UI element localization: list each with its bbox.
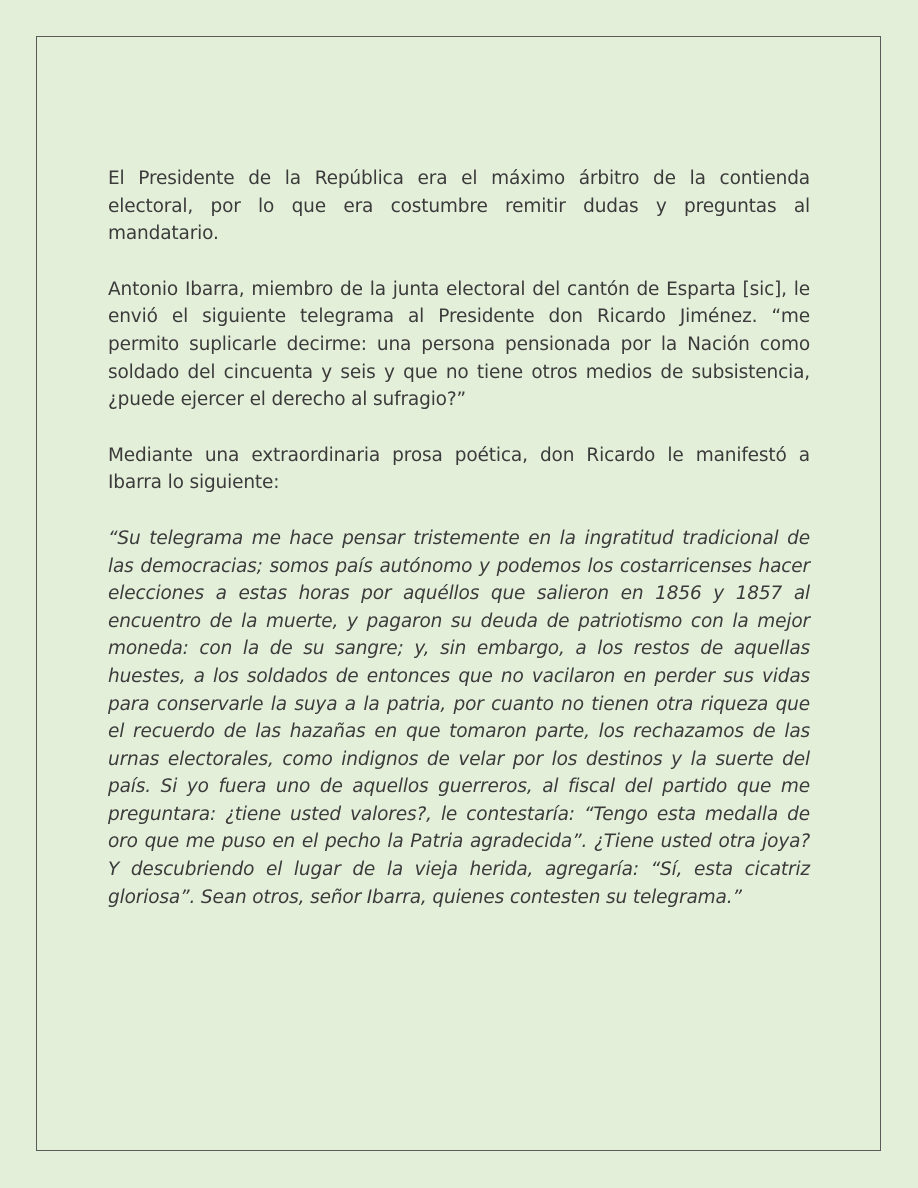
paragraph-ibarra-telegram: Antonio Ibarra, miembro de la junta electoral del cantón de Esparta [sic], le envió el siguiente telegrama al Presidente don Ricardo Jiménez. “me permito suplicarle decirme: una persona pensionada por la Nación como soldado del cincuenta y seis y que no tiene otros medios de subsistencia, ¿puede ejercer el derecho al sufragio?” bbox=[108, 278, 810, 411]
paragraph-ricardo-response-intro: Mediante una extraordinaria prosa poética, don Ricardo le manifestó a Ibarra lo siguiente: bbox=[108, 444, 810, 494]
document-body bbox=[108, 165, 810, 911]
paragraph-president-arbiter: El Presidente de la República era el máximo árbitro de la contienda electoral, por lo que era costumbre remitir dudas y preguntas al mandatario. bbox=[108, 168, 810, 245]
quote-ricardo-jimenez: “Su telegrama me hace pensar tristemente en la ingratitud tradicional de las democracias; somos país autónomo y podemos los costarricenses hacer elecciones a estas horas por aquéllos que salieron en 1856 y 1857 al encuentro de la muerte, y pagaron su deuda de patriotismo con la mejor moneda: con la de su sangre; y, sin embargo, a los restos de aquellas huestes, a los soldados de entonces que no vacilaron en perder sus vidas para conservarle la suya a la patria, por cuanto no tienen otra riqueza que el recuerdo de las hazañas en que tomaron parte, los rechazamos de las urnas electorales, como indignos de velar por los destinos y la suerte del país. Si yo fuera uno de aquellos guerreros, al fiscal del partido que me preguntara: ¿tiene usted valores?, le contestaría: “Tengo esta medalla de oro que me puso en el pecho la Patria agradecida”. ¿Tiene usted otra joya? Y descubriendo el lugar de la vieja herida, agregaría: “Sí, esta cicatriz gloriosa”. Sean otros, señor Ibarra, quienes contesten su telegrama.” bbox=[108, 527, 810, 908]
